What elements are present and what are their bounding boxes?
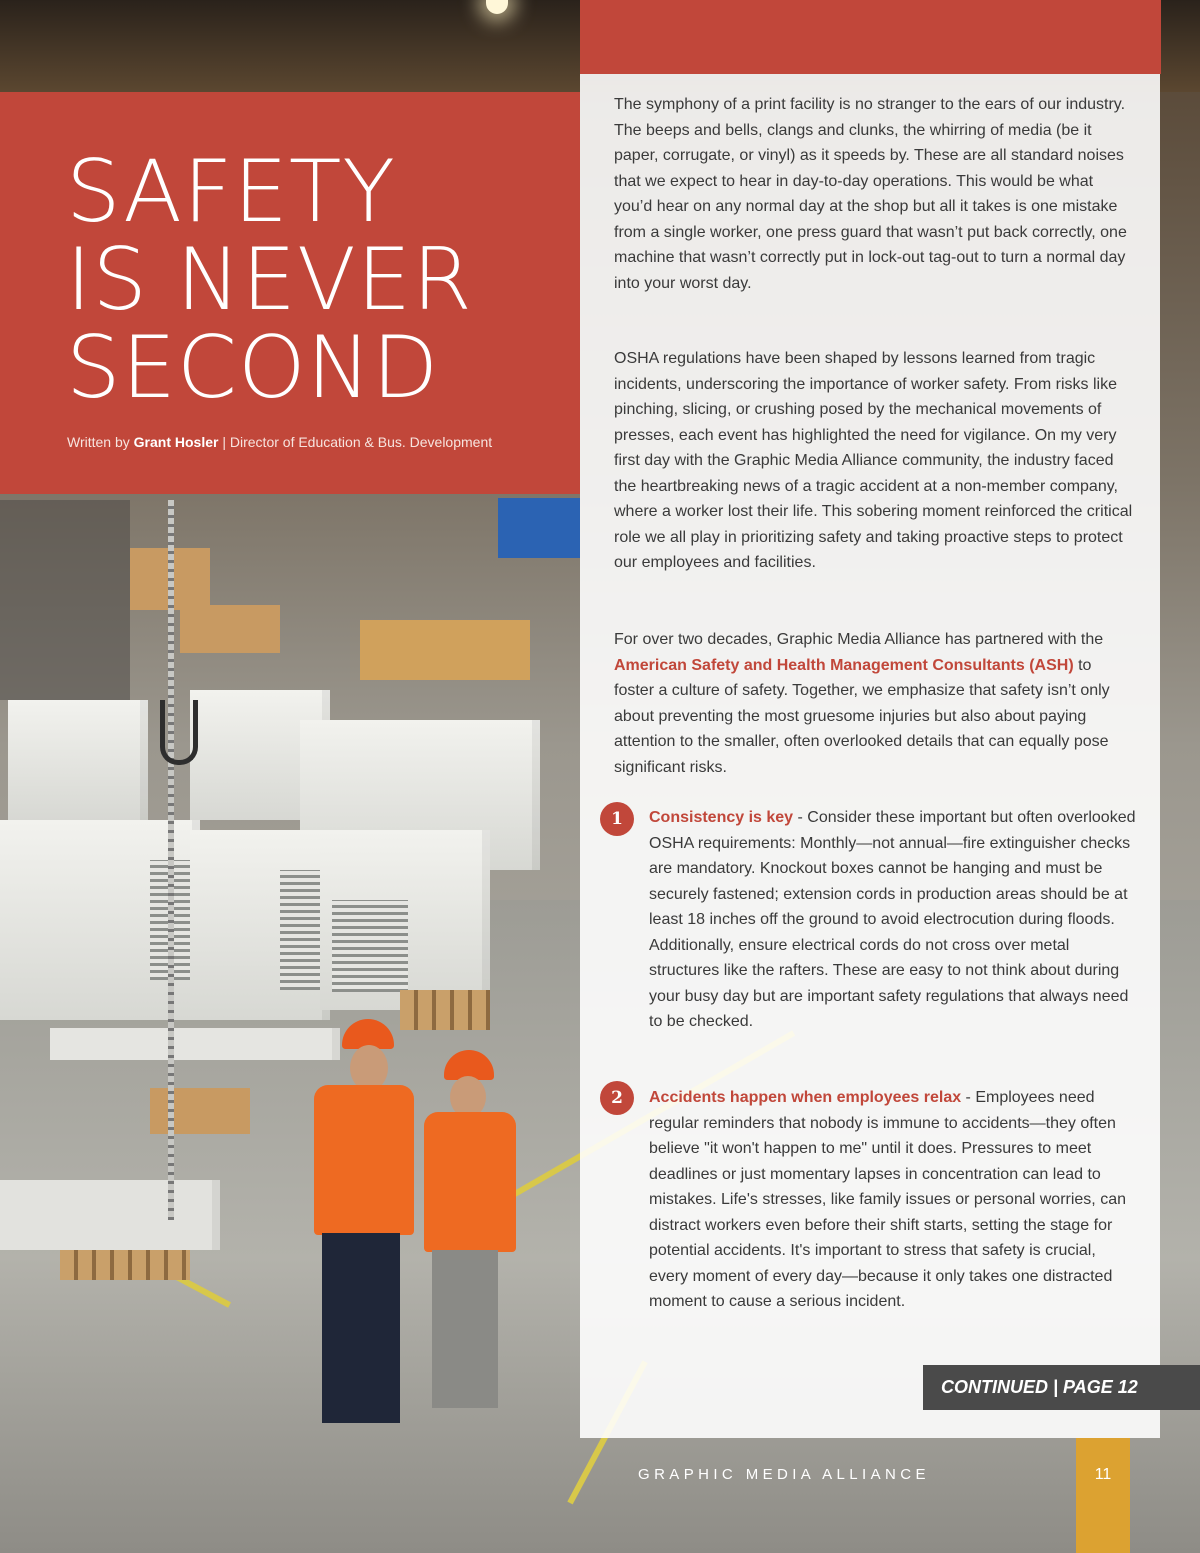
byline (67, 434, 492, 450)
author-name: Grant Hosler (133, 434, 219, 450)
paragraph-text: For over two decades, Graphic Media Alliance has partnered with the (614, 631, 1104, 648)
list-item-heading: Consistency is key (649, 809, 794, 826)
publication-name: GRAPHIC MEDIA ALLIANCE (638, 1466, 930, 1483)
industrial-machine (8, 700, 148, 820)
workbench (50, 1028, 340, 1060)
industrial-machine (320, 830, 490, 1010)
male-worker (300, 1015, 420, 1425)
list-item (649, 1085, 1139, 1315)
list-item-text: - Consider these important but often overlooked OSHA requirements: Monthly—not annual—fire extinguisher checks are mandatory. Knockout boxes cannot be hanging and must be securely fastened; extension cords in production areas should be at least 18 inches off the ground to avoid electrocution during floods. Additionally, ensure electrical cords do not cross over metal structures like the rafters. These are easy to not think about during your busy day but are important safety regulations that always need to be checked. (649, 809, 1136, 1030)
list-number-badge: 2 (600, 1081, 634, 1115)
article-title (66, 142, 566, 418)
continued-page-link[interactable]: CONTINUED | PAGE 12 (923, 1365, 1200, 1410)
list-number-badge: 1 (600, 802, 634, 836)
shelving (0, 500, 130, 700)
paragraph-partnership (614, 627, 1134, 780)
list-item-text: - Employees need regular reminders that nobody is immune to accidents—they often believe "it won't happen to me" until it does. Pressures to meet deadlines or just momentary lapses in concentration can lead to mistakes. Life's stresses, like family issues or personal worries, can distract workers even before their shift starts, setting the stage for potential accidents. It's important to stress that safety is crucial, every moment of every day—because it only takes one distracted moment to cause a serious incident. (649, 1089, 1126, 1310)
author-role: | Director of Education & Bus. Development (218, 434, 493, 450)
paragraph-text: to foster a culture of safety. Together, we emphasize that safety isn’t only about preventing the most gruesome injuries but also about paying attention to the smaller, often overlooked details that can equally pose significant risks. (614, 656, 1110, 776)
crane-chain (168, 500, 174, 1220)
paragraph-intro: The symphony of a print facility is no stranger to the ears of our industry. The beeps and bells, clangs and clunks, the whirring of media (be it paper, corrugate, or vinyl) as it speeds by. These are all standard noises that we expect to hear in day-to-day operations. This would be what you’d hear on any normal day at the shop but all it takes is one mistake from a single worker, one press guard that wasn’t put back correctly, one machine that wasn’t correctly put in lock-out tag-out to turn a normal day into your worst day. (614, 96, 1127, 292)
blue-machine (498, 498, 580, 558)
list-item (649, 805, 1139, 1035)
title-line: IS NEVER (66, 230, 473, 330)
female-worker (418, 1050, 518, 1410)
page-number-tab (1076, 1438, 1130, 1553)
crane-hook (160, 700, 198, 765)
wooden-crate (360, 620, 530, 680)
header-accent-strip (580, 0, 1161, 74)
title-line: SAFETY (66, 142, 396, 242)
cardboard-box (150, 1088, 250, 1134)
ash-link[interactable]: American Safety and Health Management Consultants (ASH) (614, 656, 1074, 674)
cardboard-box (180, 605, 280, 653)
industrial-machine (190, 830, 330, 1020)
article-column (580, 74, 1160, 1438)
metal-sheets (0, 1180, 220, 1250)
page-number: 11 (1094, 1466, 1112, 1483)
paragraph-osha: OSHA regulations have been shaped by lessons learned from tragic incidents, underscoring the importance of worker safety. From risks like pinching, slicing, or crushing posed by the mechanical movements of presses, each event has highlighted the need for vigilance. On my very first day with the Graphic Media Alliance community, the industry faced the heartbreaking news of a tragic accident at a non-member company, where a worker lost their life. This sobering moment reinforced the critical role we all play in prioritizing safety and taking proactive steps to protect our employees and facilities. (614, 350, 1133, 571)
title-line: SECOND (66, 318, 440, 418)
byline-prefix: Written by (67, 434, 134, 450)
list-item-heading: Accidents happen when employees relax (649, 1089, 962, 1106)
